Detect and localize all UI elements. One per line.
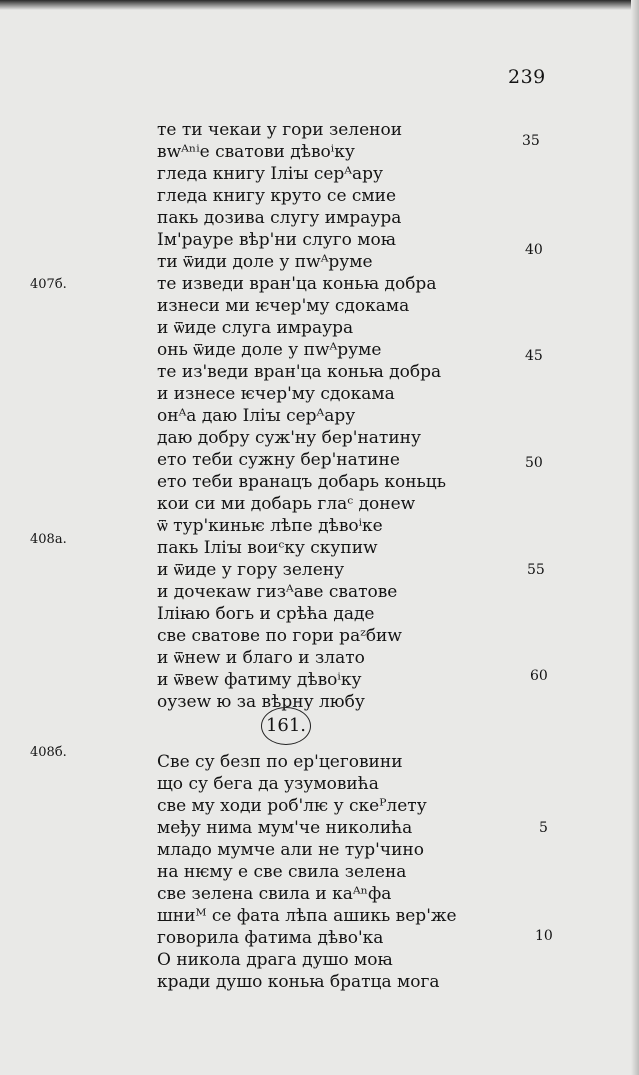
line-number: 10 <box>535 928 553 944</box>
line-number: 35 <box>522 133 540 149</box>
poem-line: онь ѿиде доле у пwᴬруме <box>157 340 382 360</box>
page-edge-shadow-right <box>631 0 639 1075</box>
poem-line: ето теби вранацъ добарь коньць <box>157 472 446 492</box>
line-number: 60 <box>530 668 548 684</box>
poem-line: те ти чекаи у гори зеленои <box>157 120 403 140</box>
poem-line: међу нима мум'че николића <box>157 818 413 838</box>
poem-line: младо мумче али не тур'чино <box>157 840 424 860</box>
poem-line: говорила фатима дѣво'ка <box>157 928 384 948</box>
poem-line: и ѿнеw и благо и злато <box>157 648 365 668</box>
poem-line: све зелена свила и каᴬⁿфа <box>157 884 392 904</box>
poem-line: даю добру суж'ну бер'натину <box>157 428 421 448</box>
poem-line: изнеси ми ѥчер'му сдокама <box>157 296 410 316</box>
poem-line: пакь дозива слугу имраура <box>157 208 402 228</box>
poem-line: Све су безп по ер'цеговини <box>157 752 403 772</box>
poem-line: те из'веди вран'ца коньꙗ добра <box>157 362 442 382</box>
poem-line: онᴬа даю Iлiꙑ серᴬару <box>157 406 356 426</box>
poem-line: ти ѿиди доле у пwᴬруме <box>157 252 373 272</box>
poem-line: све сватове по гори раᶻбиw <box>157 626 402 646</box>
line-number: 45 <box>525 348 543 364</box>
poem-line: и дочекаw гизᴬаве сватове <box>157 582 398 602</box>
poem-line: све му ходи роб'лѥ у скеᴾлету <box>157 796 427 816</box>
song-number-circle: 161. <box>261 707 311 745</box>
poem-line: те изведи вран'ца коньꙗ добра <box>157 274 437 294</box>
line-number: 50 <box>525 455 543 471</box>
line-number: 5 <box>539 820 548 836</box>
poem-line: и ѿиде у гору зелену <box>157 560 345 580</box>
poem-line: Iлiꙗю богь и срѣћа даде <box>157 604 375 624</box>
poem-line: пакь Iлiꙑ воиᶜку скупиw <box>157 538 378 558</box>
poem-line: О никола драга душо моꙗ <box>157 950 393 970</box>
poem-line: и изнесе ѥчер'му сдокама <box>157 384 395 404</box>
poem-line: и ѿвеw фатиму дѣвоⁱку <box>157 670 362 690</box>
poem-line: кои си ми добарь глаᶜ донеw <box>157 494 416 514</box>
manuscript-folio-ref: 408б. <box>30 745 67 760</box>
poem-line: що су бега да узумовића <box>157 774 379 794</box>
poem-line: ето теби сужну бер'натине <box>157 450 400 470</box>
manuscript-folio-ref: 407б. <box>30 277 67 292</box>
poem-line: на нѥму е све свила зелена <box>157 862 407 882</box>
poem-line: кради душо коньꙗ братца мога <box>157 972 440 992</box>
poem-line: Iм'рауре вѣр'ни слуго моꙗ <box>157 230 397 250</box>
poem-line: оузеw ю за вѣрну любу <box>157 692 365 712</box>
poem-line: ѿ тур'киньѥ лѣпе дѣвоⁱке <box>157 516 383 536</box>
line-number: 55 <box>527 562 545 578</box>
poem-line: шниᴹ се фата лѣпа ашикь вер'же <box>157 906 457 926</box>
poem-line: и ѿиде слуга имраура <box>157 318 354 338</box>
poem-line: гледа книгу Iлiꙑ серᴬару <box>157 164 384 184</box>
poem-line: гледа книгу круто се смие <box>157 186 397 206</box>
line-number: 40 <box>525 242 543 258</box>
page-number: 239 <box>508 66 546 88</box>
manuscript-folio-ref: 408а. <box>30 532 67 547</box>
poem-line: вwᴬⁿⁱе сватови дѣвоⁱку <box>157 142 355 162</box>
page-edge-shadow <box>0 0 639 10</box>
